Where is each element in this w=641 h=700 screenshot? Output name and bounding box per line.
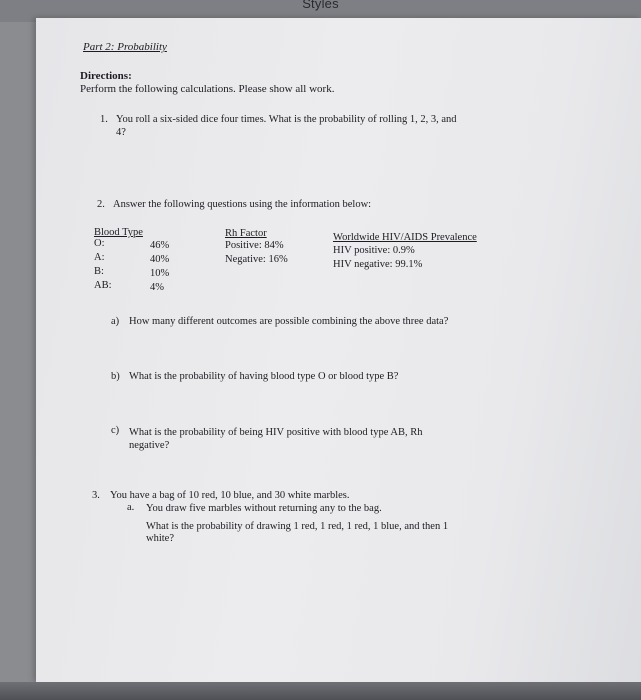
desk-shadow — [0, 682, 641, 700]
hiv-negative: HIV negative: 99.1% — [333, 259, 423, 270]
hiv-header: Worldwide HIV/AIDS Prevalence — [333, 232, 477, 243]
q3a-label: a. — [127, 502, 135, 513]
q3a-line2: What is the probability of drawing 1 red, 1 red, 1 red, 1 blue, and then 1 — [146, 521, 449, 532]
q3a-line3: white? — [146, 533, 174, 544]
q2a-text: How many different outcomes are possible combining the above three data? — [129, 316, 449, 327]
q2c-line1: What is the probability of being HIV positive with blood type AB, Rh — [129, 427, 423, 438]
q2-number: 2. — [97, 199, 105, 210]
rh-factor-header: Rh Factor — [225, 228, 267, 239]
q2c-line2: negative? — [129, 440, 170, 451]
q3a-line1: You draw five marbles without returning any to the bag. — [146, 503, 382, 514]
rh-positive: Positive: 84% — [225, 240, 284, 251]
blood-type-ab-pct: 4% — [150, 282, 164, 293]
rh-negative: Negative: 16% — [225, 254, 288, 265]
directions-heading: Directions: — [80, 70, 132, 82]
blood-type-header: Blood Type — [94, 227, 143, 238]
window-title: Styles — [302, 0, 339, 11]
q2c-label: c) — [111, 425, 120, 436]
blood-type-b: B: — [94, 266, 104, 277]
q2b-label: b) — [111, 371, 120, 382]
q1-number: 1. — [100, 114, 108, 125]
q1-line1: You roll a six-sided dice four times. What is the probability of rolling 1, 2, 3, and — [116, 114, 457, 125]
directions-text: Perform the following calculations. Please show all work. — [80, 83, 335, 95]
blood-type-a: A: — [94, 252, 105, 263]
q1-line2: 4? — [116, 127, 126, 138]
q2a-label: a) — [111, 316, 120, 327]
blood-type-o: O: — [94, 238, 105, 249]
q2-text: Answer the following questions using the information below: — [113, 199, 372, 210]
q2b-text: What is the probability of having blood type O or blood type B? — [129, 371, 399, 382]
q3-text: You have a bag of 10 red, 10 blue, and 30 white marbles. — [110, 490, 350, 501]
blood-type-a-pct: 40% — [150, 254, 170, 265]
q3-number: 3. — [92, 490, 100, 501]
blood-type-o-pct: 46% — [150, 240, 170, 251]
blood-type-ab: AB: — [94, 280, 112, 291]
blood-type-b-pct: 10% — [150, 268, 170, 279]
hiv-positive: HIV positive: 0.9% — [333, 245, 415, 256]
part-title: Part 2: Probability — [83, 41, 167, 53]
